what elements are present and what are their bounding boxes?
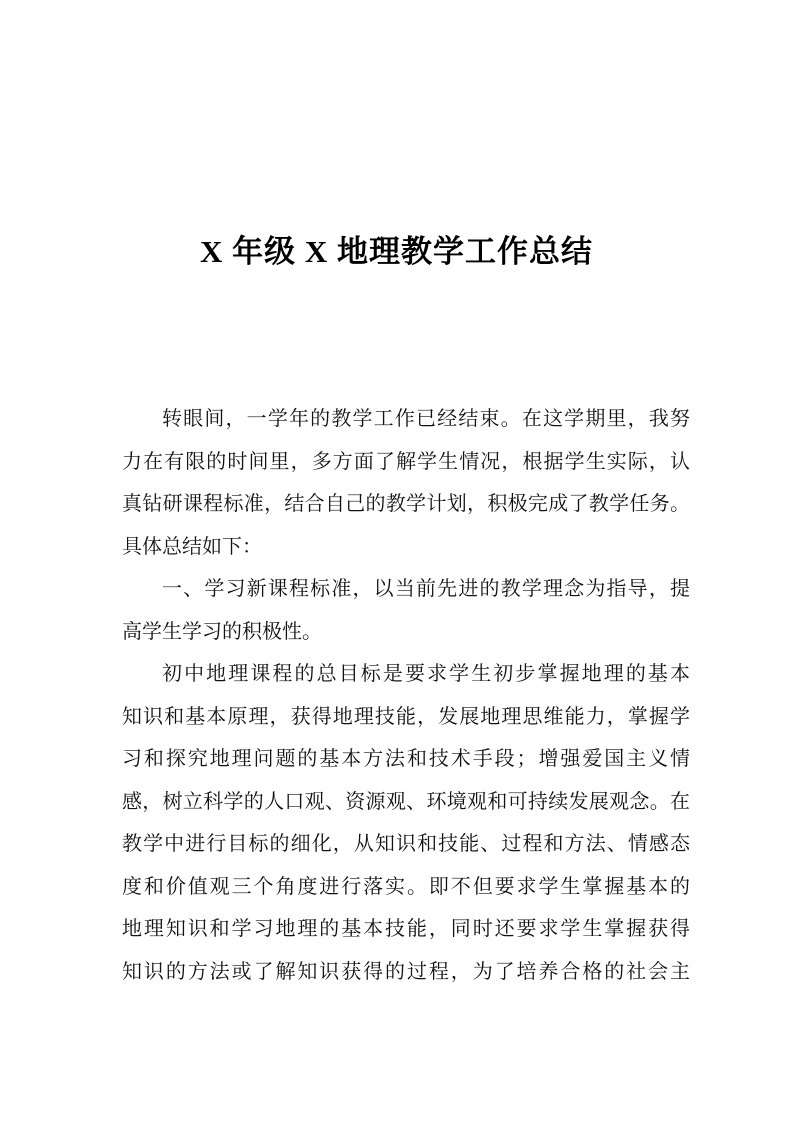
paragraph (122, 653, 690, 993)
text-line: 感，树立科学的人口观、资源观、环境观和可持续发展观念。在 (122, 790, 690, 813)
text-line: 知识和基本原理，获得地理技能，发展地理思维能力，掌握学 (122, 705, 690, 728)
text-line: 一、学习新课程标准，以当前先进的教学理念为指导，提 (162, 578, 690, 600)
document-title: X 年级 X 地理教学工作总结 (199, 234, 594, 269)
text-line: 真钻研课程标准，结合自己的教学计划，积极完成了教学任务。 (122, 493, 690, 515)
document-body (122, 398, 690, 993)
text-line: 习和探究地理问题的基本方法和技术手段；增强爱国主义情 (122, 748, 690, 770)
text-line: 初中地理课程的总目标是要求学生初步掌握地理的基本 (162, 663, 690, 685)
text-line: 转眼间，一学年的教学工作已经结束。在这学期里，我努 (162, 408, 690, 430)
text-line: 地理知识和学习地理的基本技能，同时还要求学生掌握获得 (122, 918, 690, 940)
text-line: 高学生学习的积极性。 (122, 620, 322, 643)
paragraph (122, 398, 690, 568)
text-line: 知识的方法或了解知识获得的过程，为了培养合格的社会主 (122, 960, 690, 983)
paragraph (122, 568, 690, 653)
text-line: 教学中进行目标的细化，从知识和技能、过程和方法、情感态 (122, 833, 690, 855)
text-line: 具体总结如下： (122, 535, 262, 558)
text-line: 力在有限的时间里，多方面了解学生情况，根据学生实际，认 (122, 450, 690, 473)
text-line: 度和价值观三个角度进行落实。即不但要求学生掌握基本的 (122, 875, 690, 898)
